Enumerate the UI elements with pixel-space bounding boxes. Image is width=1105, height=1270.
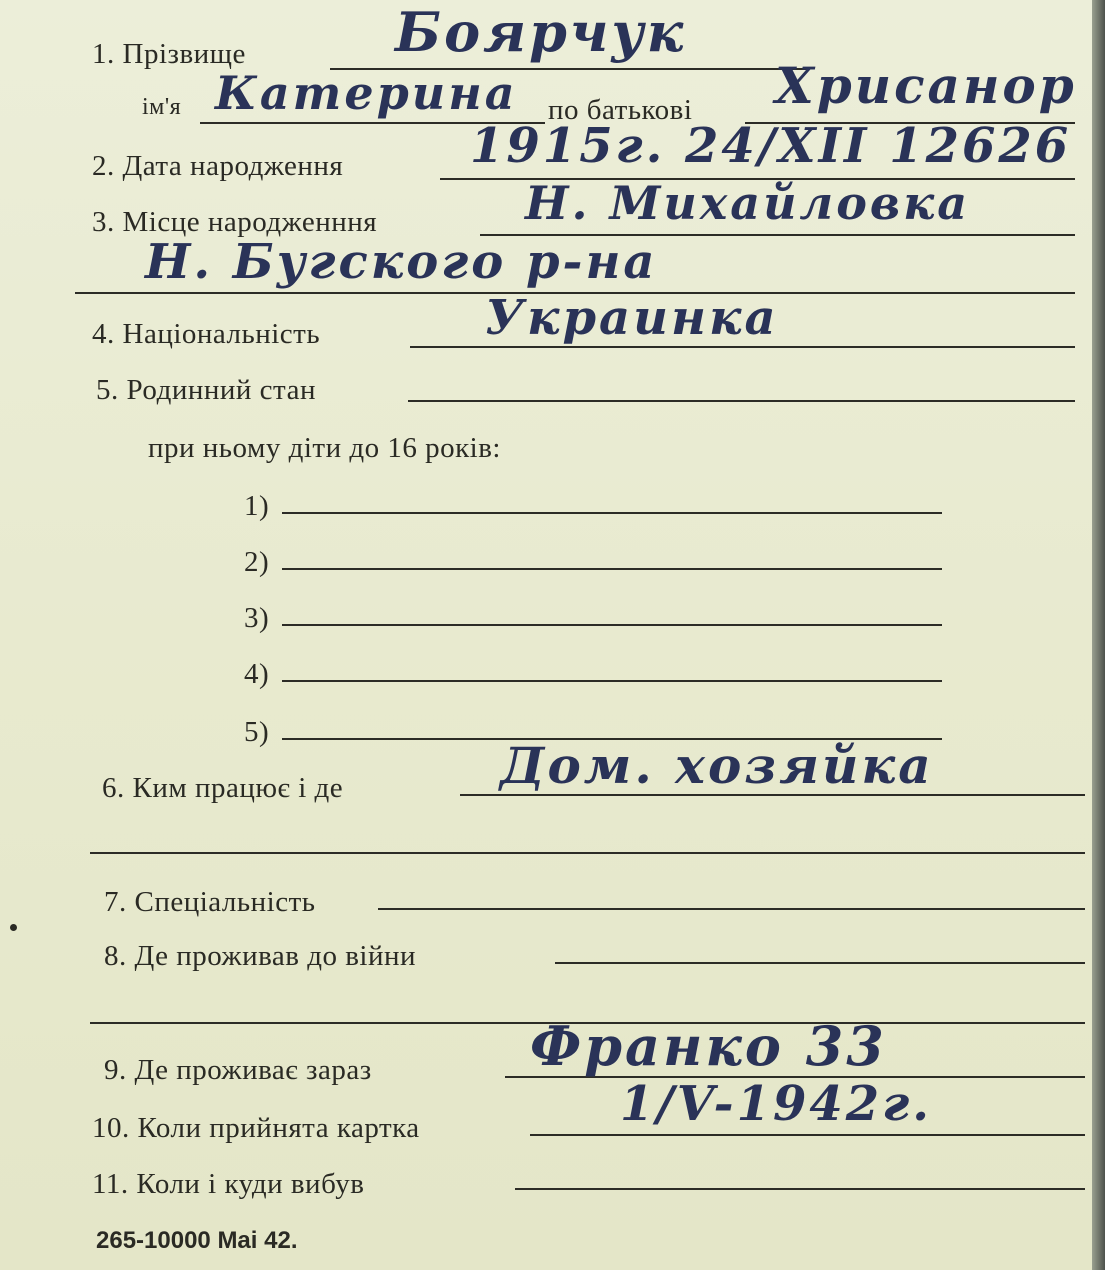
current-residence-label: 9. Де проживає зараз xyxy=(104,1054,372,1086)
occupation-value: Дом. хозяйка xyxy=(500,736,934,795)
child-5-label: 5) xyxy=(244,716,270,748)
first-name-label: ім'я xyxy=(142,94,182,120)
first-name-value: Катерина xyxy=(215,66,518,120)
card-accepted-value: 1/V-1942г. xyxy=(620,1076,932,1132)
specialty-label: 7. Спеціальність xyxy=(104,886,316,918)
print-run-footer: 265-10000 Mai 42. xyxy=(96,1227,298,1254)
nationality-label: 4. Національність xyxy=(92,318,321,350)
patronymic-label: по батькові xyxy=(548,94,693,126)
nationality-line xyxy=(410,346,1075,348)
card-accepted-label: 10. Коли прийнята картка xyxy=(92,1112,420,1144)
specialty-line xyxy=(378,908,1085,910)
nationality-value: Украинка xyxy=(485,290,779,346)
child-3-label: 3) xyxy=(244,602,270,634)
birth-date-value: 1915г. 24/XII 12626 xyxy=(470,118,1072,174)
child-3-line xyxy=(282,624,942,626)
surname-value: Боярчук xyxy=(395,0,687,64)
birth-date-label: 2. Дата народження xyxy=(92,150,344,182)
children-label: при ньому діти до 16 років: xyxy=(148,432,501,464)
prewar-residence-label: 8. Де проживав до війни xyxy=(104,940,417,972)
departure-line xyxy=(515,1188,1085,1190)
child-1-line xyxy=(282,512,942,514)
birth-place-value: Н. Михайловка xyxy=(525,176,971,230)
child-2-line xyxy=(282,568,942,570)
child-4-label: 4) xyxy=(244,658,270,690)
surname-label: 1. Прізвище xyxy=(92,38,246,70)
occupation-line-2 xyxy=(90,852,1085,854)
occupation-label: 6. Ким працює і де xyxy=(102,772,344,804)
birth-place-value-2: Н. Бугского р-на xyxy=(145,234,658,290)
card-accepted-line xyxy=(530,1134,1085,1136)
marital-status-line xyxy=(408,400,1075,402)
birth-place-label: 3. Місце народженння xyxy=(92,206,378,238)
child-4-line xyxy=(282,680,942,682)
paper-speck xyxy=(10,924,17,931)
prewar-residence-line xyxy=(555,962,1085,964)
paper-edge-shadow xyxy=(1092,0,1105,1270)
child-1-label: 1) xyxy=(244,490,270,522)
current-residence-value: Франко 33 xyxy=(530,1014,887,1078)
departure-label: 11. Коли і куди вибув xyxy=(92,1168,365,1200)
patronymic-value: Хрисанор xyxy=(775,56,1077,115)
marital-status-label: 5. Родинний стан xyxy=(96,374,316,406)
child-2-label: 2) xyxy=(244,546,270,578)
